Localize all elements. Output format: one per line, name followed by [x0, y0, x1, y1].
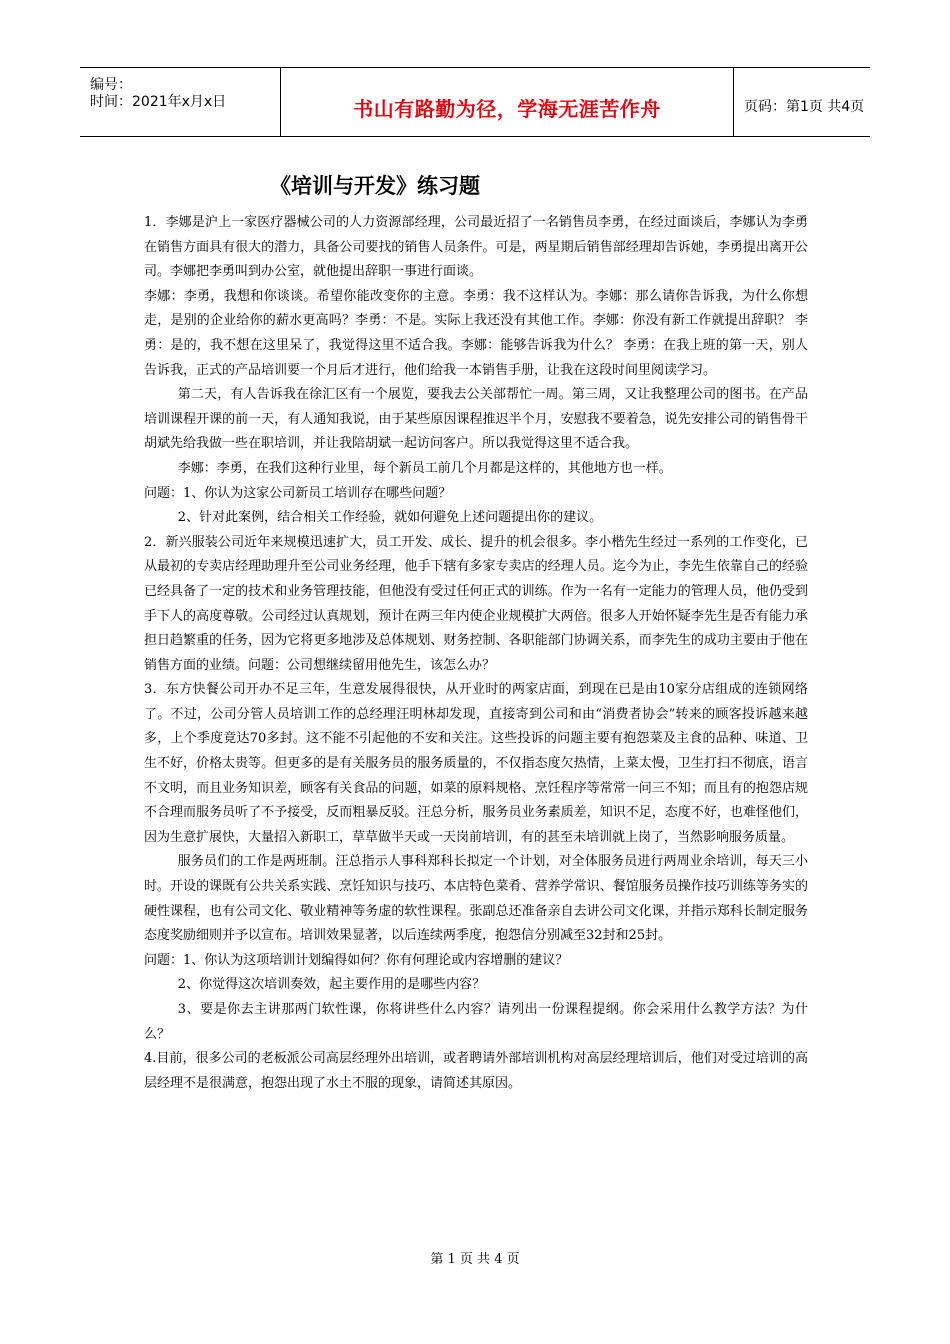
header-table — [80, 67, 870, 137]
paragraph: 4.目前，很多公司的老板派公司高层经理外出培训，或者聘请外部培训机构对高层经理培训后，他们对受过培训的高层经理不是很满意，抱怨出现了水土不服的现象，请简述其原因。 — [144, 1051, 808, 1091]
page-footer: 第 1 页 共 4 页 — [430, 1252, 520, 1267]
paragraph: 服务员们的工作是两班制。汪总指示人事科郑科长拟定一个计划，对全体服务员进行两周业余培训，每天三小时。开设的课既有公共关系实践、烹饪知识与技巧、本店特色菜肴、营养学常识、餐馆服务员操作技巧训练等务实的硬性课程，也有公司文化、敬业精神等务虚的软性课程。张副总还准备亲自去讲公司文化课，并指示郑科长制定服务态度奖励细则并予以宣布。培训效果显著，以后连续两季度，抱怨信分别减至32封和25封。 — [144, 854, 808, 944]
paragraph: 李娜：李勇，我想和你谈谈。希望你能改变你的主意。李勇：我不这样认为。李娜：那么请你告诉我，为什么你想走，是别的企业给你的薪水更高吗？李勇：不是。实际上我还没有其他工作。李娜：你没有新工作就提出辞职？ 李勇：是的，我不想在这里呆了，我觉得这里不适合我。李娜：能够告诉我为什么？ 李勇：在我上班的第一天，别人告诉我，正式的产品培训要一个月后才进行，他们给我一本销售手册，让我在这段时间里阅读学习。 — [144, 288, 808, 378]
question: 2、针对此案例，结合相关工作经验，就如何避免上述问题提出你的建议。 — [177, 510, 603, 526]
header-motto-cell — [281, 68, 734, 136]
question: 问题：1、你认为这项培训计划编得如何？你有何理论或内容增删的建议？ — [144, 952, 569, 968]
header-info-cell — [80, 68, 281, 136]
paragraph: 第二天，有人告诉我在徐汇区有一个展览，要我去公关部帮忙一周。第三周，又让我整理公司的图书。在产品培训课程开课的前一天，有人通知我说，由于某些原因课程推迟半个月，安慰我不要着急，说先安排公司的销售骨干胡斌先给我做一些在职培训，并让我陪胡斌一起访问客户。所以我觉得这里不适合我。 — [144, 387, 808, 452]
page-code: 页码：第1页 共4页 — [744, 99, 865, 115]
paragraph: 1．李娜是沪上一家医疗器械公司的人力资源部经理，公司最近招了一名销售员李勇，在经过面谈后，李娜认为李勇在销售方面具有很大的潜力，具备公司要找的销售人员条件。可是，两星期后销售部经理却告诉她，李勇提出离开公司。李娜把李勇叫到办公室，就他提出辞职一事进行面谈。 — [144, 215, 808, 280]
paragraph: 李娜：李勇，在我们这种行业里，每个新员工前几个月都是这样的，其他地方也一样。 — [177, 460, 672, 476]
time-label: 时间：2021年x月x日 — [90, 94, 227, 110]
header-page-cell — [734, 68, 870, 136]
document-title: 《培训与开发》练习题 — [270, 174, 480, 198]
motto: 书山有路勤为径，学海无涯苦作舟 — [353, 97, 661, 121]
question: 2、你觉得这次培训奏效，起主要作用的是哪些内容？ — [177, 977, 486, 993]
paragraph: 3．东方快餐公司开办不足三年，生意发展得很快，从开业时的两家店面，到现在已是由10家分店组成的连锁网络了。不过，公司分管人员培训工作的总经理汪明林却发现，直接寄到公司和由“消费者协会”转来的顾客投诉越来越多，上个季度竟达70多封。这不能不引起他的不安和关注。这些投诉的问题主要有抱怨菜及主食的品种、味道、卫生不好，价格太贵等。但更多的是有关服务员的服务质量的，不仅指态度欠热情，上菜太慢，卫生打扫不彻底，语言不文明，而且业务知识差，顾客有关食品的问题，如菜的原料规格、烹饪程序等常常一问三不知；而且有的抱怨店规不合理而服务员听了不予接受，反而粗暴反驳。汪总分析，服务员业务素质差，知识不足，态度不好，也难怪他们，因为生意扩展快，大量招入新职工，草草做半天或一天岗前培训，有的甚至未培训就上岗了，当然影响服务质量。 — [144, 682, 808, 845]
question: 3、要是你去主讲那两门软性课，你将讲些什么内容？请列出一份课程提纲。你会采用什么教学方法？为什么？ — [144, 1002, 808, 1042]
document-body — [144, 211, 808, 1096]
question: 问题：1、你认为这家公司新员工培训存在哪些问题？ — [144, 485, 452, 501]
paragraph: 2．新兴服装公司近年来规模迅速扩大，员工开发、成长、提升的机会很多。李小楷先生经过一系列的工作变化，已从最初的专卖店经理助理升至公司业务经理，他手下辖有多家专卖店的经理人员。迄今为止，李先生依靠自己的经验已经具备了一定的技术和业务管理技能，但他没有受过任何正式的训练。作为一名有一定能力的管理人员，他仍受到手下人的高度尊敬。公司经过认真规划，预计在两三年内使企业规模扩大两倍。很多人开始怀疑李先生是否有能力承担日趋繁重的任务，因为它将更多地涉及总体规划、财务控制、各职能部门协调关系，而李先生的成功主要由于他在销售方面的业绩。问题：公司想继续留用他先生，该怎么办？ — [144, 534, 808, 673]
number-label: 编号： — [90, 77, 132, 93]
